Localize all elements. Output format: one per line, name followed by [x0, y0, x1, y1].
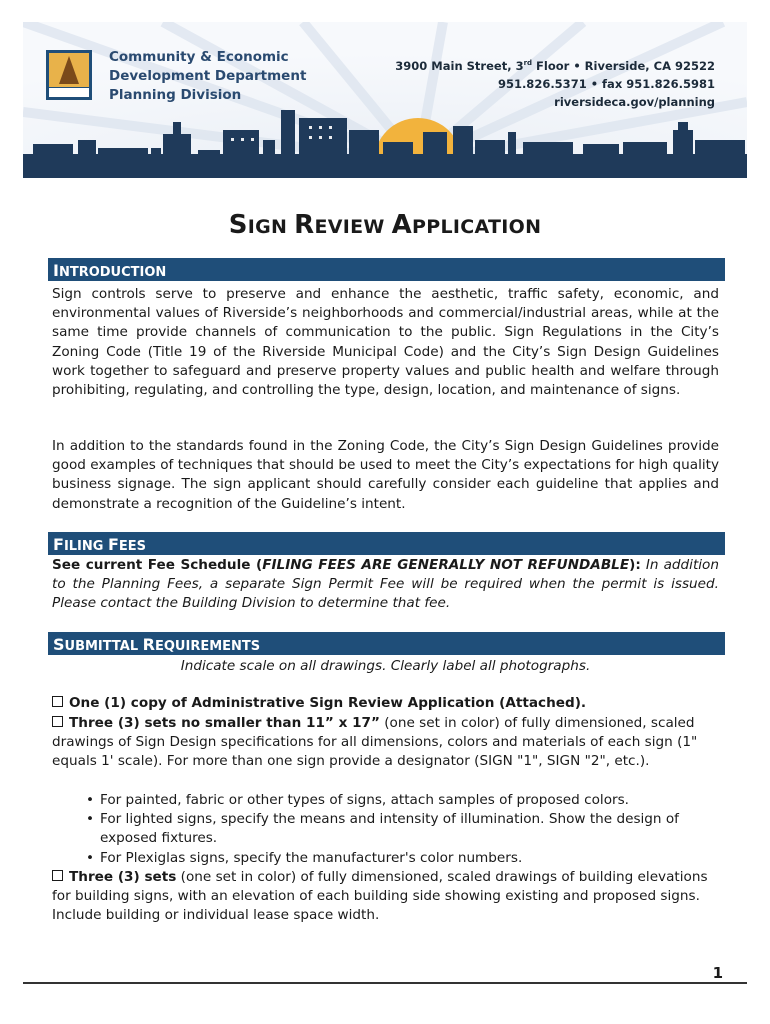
checkbox-icon[interactable]	[52, 716, 63, 727]
requirement-item-2: Three (3) sets no smaller than 11” x 17” (one set in color) of fully dimensioned, scaled drawings of Sign Design specifications for all dimensions, colors and materials of each sign (1" equals 1' scale). For more than one sign provide a designator (SIGN "1", SIGN "2", etc.).	[52, 715, 698, 770]
footer-rule	[23, 982, 747, 984]
checkbox-icon[interactable]	[52, 696, 63, 707]
requirement-item-3: Three (3) sets (one set in color) of fully dimensioned, scaled drawings of building elevations for building signs, with an elevation of each building side showing existing and proposed signs. Include building or individual lease space width.	[52, 869, 708, 924]
fees-paragraph: See current Fee Schedule (FILING FEES ARE GENERALLY NOT REFUNDABLE): In addition to the Planning Fees, a separate Sign Permit Fee will be required when the permit is issued. Please contact the Building Division to determine that fee.	[52, 557, 719, 612]
dept-line: Community & Economic	[109, 49, 289, 65]
bullet-icon: •	[86, 792, 95, 808]
checkbox-icon[interactable]	[52, 870, 63, 881]
bullet-icon: •	[86, 850, 95, 866]
page-number: 1	[712, 964, 723, 982]
bullet-item: • For painted, fabric or other types of signs, attach samples of proposed colors.	[100, 791, 720, 810]
intro-paragraph-1: Sign controls serve to preserve and enhance the aesthetic, traffic safety, economic, and environmental values of Riverside’s neighborhoods and commercial/industrial areas, while at the same time provide channels of communication to the public. Sign Regulations in the City’s Zoning Code (Title 19 of the Riverside Municipal Code) and the City’s Sign Design Guidelines work together to safeguard and preserve property values and public health and welfare through prohibiting, regulating, and controlling the type, design, location, and maintenance of signs.	[52, 286, 719, 399]
department-name	[109, 48, 306, 105]
intro-paragraph-2: In addition to the standards found in the Zoning Code, the City’s Sign Design Guidelines provide good examples of techniques that should be used to meet the City’s expectations for high quality business signage. The sign applicant should carefully consider each guideline that applies and demonstrate a recognition of the Guideline’s intent.	[52, 438, 719, 512]
phone-line: 951.826.5371 • fax 951.826.5981	[497, 76, 715, 91]
section-heading-introduction: INTRODUCTION	[48, 258, 725, 281]
city-logo	[46, 50, 92, 100]
bullet-icon: •	[86, 811, 95, 827]
section-heading-submittal: SUBMITTAL REQUIREMENTS	[48, 632, 725, 655]
bullet-item: • For lighted signs, specify the means and intensity of illumination. Show the design of exposed fixtures.	[86, 811, 679, 847]
header-banner	[23, 22, 747, 178]
dept-line: Development Department	[109, 68, 307, 84]
page-title: SIGN REVIEW APPLICATION	[228, 210, 542, 240]
scale-note: Indicate scale on all drawings. Clearly label all photographs.	[180, 658, 591, 674]
dept-line: Planning Division	[109, 87, 242, 103]
contact-info	[395, 54, 715, 111]
website-line: riversideca.gov/planning	[554, 94, 715, 109]
section-heading-filing-fees: FILING FEES	[48, 532, 725, 555]
address-line: 3900 Main Street, 3rd Floor • Riverside, CA 92522	[395, 58, 715, 73]
requirement-item-1: One (1) copy of Administrative Sign Review Application (Attached).	[52, 694, 719, 713]
bullet-item: • For Plexiglas signs, specify the manufacturer's color numbers.	[100, 849, 720, 868]
